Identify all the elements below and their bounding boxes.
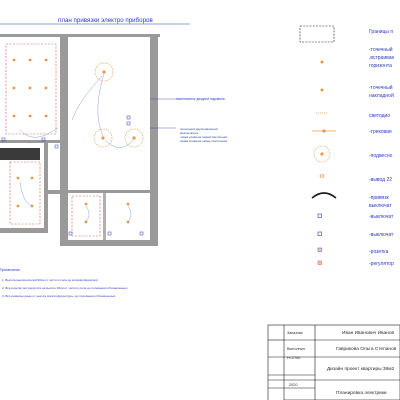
legend-label-switch-2: -выключат bbox=[369, 232, 394, 238]
legend-socket-icon bbox=[318, 248, 322, 252]
legend-surface-dot-icon bbox=[321, 89, 324, 92]
wall-stub bbox=[48, 190, 62, 194]
wall-top bbox=[0, 34, 160, 37]
notes bbox=[0, 268, 128, 298]
wall-hall-divider bbox=[103, 193, 106, 240]
notes-line-1: 1. Высота выключателей 90см от чистого пола до косяка(оформляя) bbox=[2, 278, 98, 282]
bath-counter bbox=[0, 148, 40, 160]
legend-recessed-dot-icon bbox=[321, 61, 324, 64]
legend-boundary-symbol bbox=[300, 26, 334, 42]
svg-text:проходной двухклавишный: проходной двухклавишный bbox=[180, 127, 218, 131]
legend-switch-1-icon bbox=[318, 214, 322, 218]
tb-year: 2020 bbox=[289, 383, 298, 387]
plan-title: план привязки электро приборов bbox=[58, 17, 153, 24]
legend-label-arc-1: -привязк bbox=[369, 195, 389, 201]
legend-label-boundary: Границы п bbox=[369, 29, 394, 35]
legend-label-recessed-2: ,встраивае bbox=[369, 55, 395, 61]
legend-label-arc-2: выключат bbox=[369, 203, 392, 209]
notes-heading: Примечание: bbox=[0, 268, 21, 272]
ceiling-boundary-hall bbox=[72, 196, 100, 236]
spotlights-left bbox=[13, 59, 48, 118]
legend-label-led: светодио bbox=[369, 113, 391, 119]
legend-arc-icon bbox=[312, 193, 336, 198]
wall-bath-top bbox=[0, 140, 62, 143]
wall-bottom-right bbox=[66, 240, 158, 246]
legend-label-pendant: -подвесно bbox=[369, 153, 393, 159]
tb-author-value: Гаврикова Ольга Степанов bbox=[336, 347, 397, 352]
svg-text:выключатель: выключатель bbox=[180, 131, 199, 135]
legend-label-regulator: -регулятор bbox=[369, 261, 394, 267]
tb-customer-value: Иван Иванович Иванов bbox=[342, 331, 395, 336]
tb-project: Дизайн проект квартиры 38м2 bbox=[327, 367, 395, 372]
legend-label-socket: -розетка bbox=[369, 249, 389, 255]
spotlights-hall bbox=[85, 203, 130, 224]
legend-outlet-icon bbox=[319, 174, 325, 178]
title-block bbox=[268, 325, 400, 400]
legend-label-recessed-3: горизонта bbox=[369, 63, 392, 69]
tb-customer-label: Заказчик bbox=[287, 331, 303, 335]
tb-height: Н=2750 bbox=[287, 356, 301, 360]
svg-text:левая клавиша левый светильник: левая клавиша левый светильник bbox=[180, 135, 228, 139]
legend-track-icon bbox=[312, 129, 336, 132]
tb-sheet-title: Планировка электрики bbox=[336, 391, 387, 396]
legend-label-recessed-1: -точечный bbox=[369, 47, 393, 53]
ceiling-boundary-bath bbox=[10, 162, 40, 224]
legend-pendant-icon bbox=[314, 146, 330, 162]
wall-hall bbox=[68, 190, 150, 193]
wall-right bbox=[150, 36, 158, 246]
wall-bath-bottom bbox=[0, 228, 48, 233]
pendant-lights bbox=[94, 63, 143, 147]
wall-callout: выключатель диодной подсветки bbox=[176, 97, 225, 101]
legend-switch-2-icon bbox=[318, 232, 322, 236]
switch-callout bbox=[180, 127, 228, 143]
wall-bath-right bbox=[44, 142, 48, 232]
svg-text:права клавиша левые светильник: права клавиша левые светильник bbox=[180, 139, 228, 143]
legend-label-surface-1: -точечный bbox=[369, 85, 393, 91]
legend-label-switch-1: -выключат bbox=[369, 214, 394, 220]
tb-author-label: Выполнил bbox=[287, 347, 305, 351]
spotlights-bath bbox=[17, 177, 34, 208]
legend bbox=[300, 26, 395, 267]
legend-regulator-icon bbox=[318, 261, 322, 265]
legend-label-track: -трековая bbox=[369, 129, 392, 135]
legend-label-surface-2: накладной bbox=[369, 93, 394, 99]
legend-label-outlet: -вывод 22 bbox=[369, 177, 393, 183]
notes-line-2: 2. Все розетки ретушруются на высоте 30см от чистого пола до положения обозначенных. bbox=[2, 286, 129, 290]
floor-plan bbox=[0, 34, 176, 246]
notes-line-3: 3. Все размеры даны от центра электрофурнитуры, до положения обозначенных. bbox=[2, 294, 117, 298]
